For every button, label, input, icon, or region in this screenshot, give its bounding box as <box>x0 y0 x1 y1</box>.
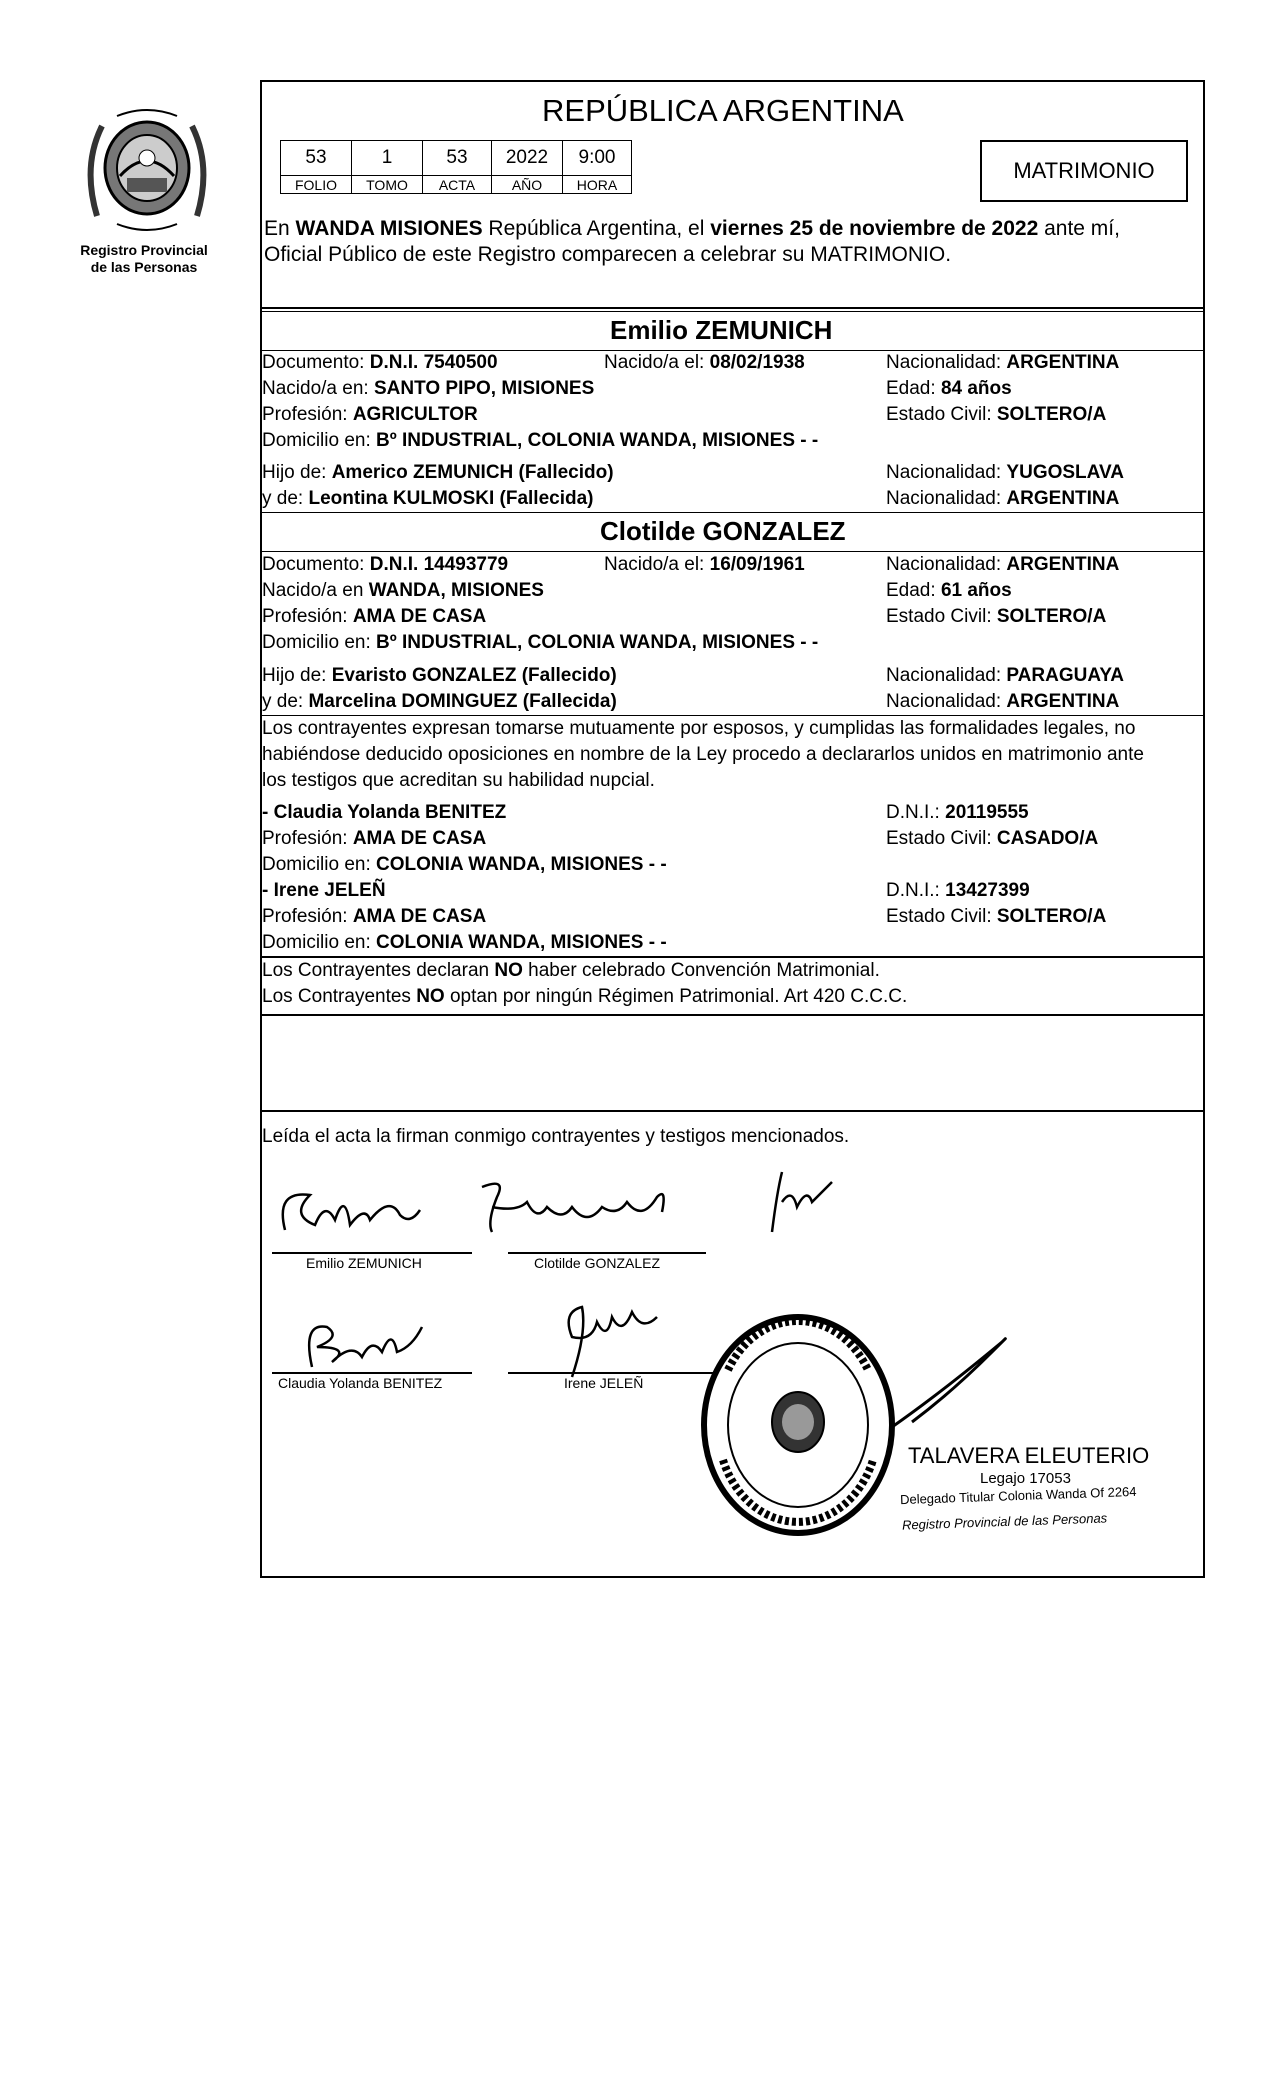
spouse2-father-nationality: Nacionalidad: PARAGUAYA <box>886 665 1124 686</box>
page-title: REPÚBLICA ARGENTINA <box>542 93 904 128</box>
acta-label: ACTA <box>423 176 492 194</box>
witness2-dni: D.N.I.: 13427399 <box>886 880 1030 901</box>
witness1-name: - Claudia Yolanda BENITEZ <box>262 802 507 823</box>
officer-stamp-org: Registro Provincial de las Personas <box>901 1510 1108 1533</box>
intro-line-2: Oficial Público de este Registro comparecen a celebrar su MATRIMONIO. <box>264 243 952 266</box>
regime-line-1: Los Contrayentes declaran NO haber celebrado Convención Matrimonial. <box>262 960 880 981</box>
witness2-civil-status: Estado Civil: SOLTERO/A <box>886 906 1107 927</box>
declaration-line-3: los testigos que acreditan su habilidad nupcial. <box>262 770 655 791</box>
officer-signature <box>882 1322 1032 1432</box>
logo-caption-line2: de las Personas <box>90 259 198 275</box>
coat-of-arms-logo <box>72 106 222 236</box>
spouse1-father: Hijo de: Americo ZEMUNICH (Fallecido) <box>262 462 614 483</box>
spouse1-name: Emilio ZEMUNICH <box>610 315 833 345</box>
spouse2-doc: Documento: D.N.I. 14493779 <box>262 554 509 575</box>
spouse1-father-nationality: Nacionalidad: YUGOSLAVA <box>886 462 1124 483</box>
tomo-value: 1 <box>352 141 423 176</box>
officer-stamp-role: Delegado Titular Colonia Wanda Of 2264 <box>899 1483 1137 1508</box>
witness1-profession: Profesión: AMA DE CASA <box>262 828 487 849</box>
intro-line-1: En WANDA MISIONES República Argentina, el viernes 25 de noviembre de 2022 ante mí, <box>264 217 1120 240</box>
signature-officer-initials <box>752 1162 842 1242</box>
hour-value: 9:00 <box>563 141 632 176</box>
witness1-address: Domicilio en: COLONIA WANDA, MISIONES - - <box>262 854 667 875</box>
spouse2-birthdate: Nacido/a el: 16/09/1961 <box>604 554 805 575</box>
signature-label-irene: Irene JELEÑ <box>564 1375 644 1391</box>
folio-label: FOLIO <box>281 176 352 194</box>
signature-clotilde <box>457 1167 697 1247</box>
witness2-profession: Profesión: AMA DE CASA <box>262 906 487 927</box>
folio-value: 53 <box>281 141 352 176</box>
declaration-line-1: Los contrayentes expresan tomarse mutuamente por esposos, y cumplidas las formalidades legales, no <box>262 718 1136 739</box>
signature-label-emilio: Emilio ZEMUNICH <box>306 1255 422 1271</box>
spouse2-birthplace: Nacido/a en WANDA, MISIONES <box>262 580 544 601</box>
year-value: 2022 <box>492 141 563 176</box>
spouse2-father: Hijo de: Evaristo GONZALEZ (Fallecido) <box>262 665 617 686</box>
spouse1-address: Domicilio en: Bº INDUSTRIAL, COLONIA WANDA, MISIONES - - <box>262 430 819 451</box>
spouse1-age: Edad: 84 años <box>886 378 1012 399</box>
marriage-certificate-frame <box>260 80 1205 1578</box>
spouse2-profession: Profesión: AMA DE CASA <box>262 606 487 627</box>
witness2-name: - Irene JELEÑ <box>262 880 386 901</box>
signature-irene <box>542 1292 702 1382</box>
logo-caption-line1: Registro Provincial <box>80 242 208 258</box>
spouse2-civil-status: Estado Civil: SOLTERO/A <box>886 606 1107 627</box>
officer-stamp-legajo: Legajo 17053 <box>980 1470 1071 1487</box>
spouse1-mother: y de: Leontina KULMOSKI (Fallecida) <box>262 488 594 509</box>
act-type-box: MATRIMONIO <box>980 140 1188 202</box>
regime-line-2: Los Contrayentes NO optan por ningún Régimen Patrimonial. Art 420 C.C.C. <box>262 986 908 1007</box>
spouse1-mother-nationality: Nacionalidad: ARGENTINA <box>886 488 1120 509</box>
spouse2-name: Clotilde GONZALEZ <box>600 516 846 546</box>
signature-intro: Leída el acta la firman conmigo contrayentes y testigos mencionados. <box>262 1126 850 1147</box>
spouse2-mother-nationality: Nacionalidad: ARGENTINA <box>886 691 1120 712</box>
acta-value: 53 <box>423 141 492 176</box>
spouse2-age: Edad: 61 años <box>886 580 1012 601</box>
spouse2-nationality: Nacionalidad: ARGENTINA <box>886 554 1120 575</box>
signature-label-clotilde: Clotilde GONZALEZ <box>534 1255 661 1271</box>
spouse1-birthdate: Nacido/a el: 08/02/1938 <box>604 352 805 373</box>
registry-table <box>280 140 632 194</box>
hour-label: HORA <box>563 176 632 194</box>
spouse1-profession: Profesión: AGRICULTOR <box>262 404 478 425</box>
witness1-dni: D.N.I.: 20119555 <box>886 802 1029 823</box>
declaration-line-2: habiéndose deducido oposiciones en nombre de la Ley procedo a declararlos unidos en matrimonio ante <box>262 744 1144 765</box>
witness1-civil-status: Estado Civil: CASADO/A <box>886 828 1099 849</box>
tomo-label: TOMO <box>352 176 423 194</box>
signature-label-claudia: Claudia Yolanda BENITEZ <box>278 1375 443 1391</box>
spouse1-doc: Documento: D.N.I. 7540500 <box>262 352 498 373</box>
witness2-address: Domicilio en: COLONIA WANDA, MISIONES - - <box>262 932 667 953</box>
spouse2-address: Domicilio en: Bº INDUSTRIAL, COLONIA WANDA, MISIONES - - <box>262 632 819 653</box>
spouse1-nationality: Nacionalidad: ARGENTINA <box>886 352 1120 373</box>
spouse1-birthplace: Nacido/a en: SANTO PIPO, MISIONES <box>262 378 595 399</box>
spouse1-civil-status: Estado Civil: SOLTERO/A <box>886 404 1107 425</box>
officer-stamp-name: TALAVERA ELEUTERIO <box>908 1443 1150 1468</box>
signature-emilio <box>270 1170 440 1250</box>
year-label: AÑO <box>492 176 563 194</box>
spouse2-mother: y de: Marcelina DOMINGUEZ (Fallecida) <box>262 691 617 712</box>
official-seal <box>698 1310 898 1540</box>
signature-claudia <box>272 1307 442 1377</box>
